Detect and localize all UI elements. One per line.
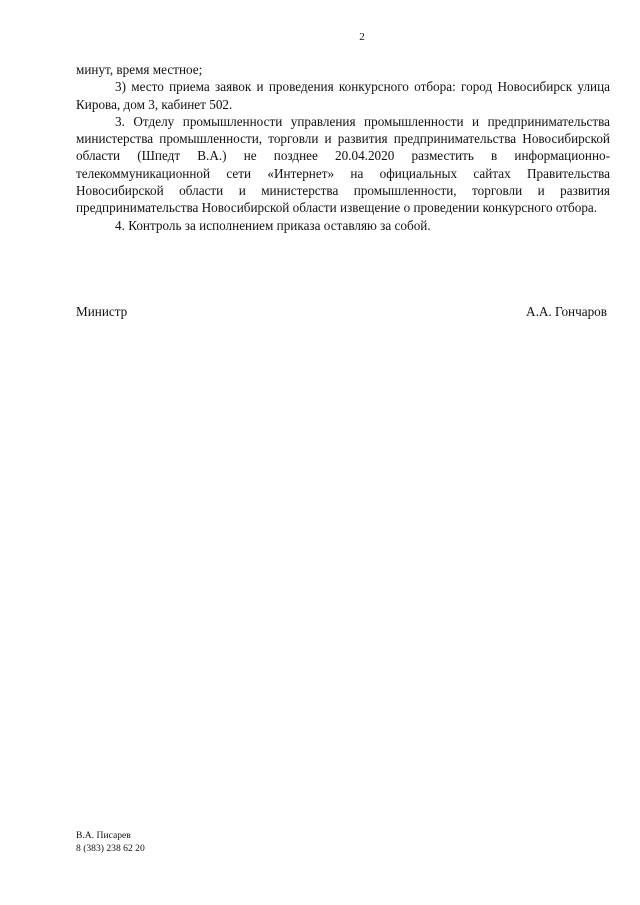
page-number: 2	[359, 31, 365, 43]
paragraph-publication-instruction: 3. Отделу промышленности управления промышленности и предпринимательства министерства промышленности, торговли и развития предпринимательства Новосибирской области (Шпедт В.А.) не позднее 20.04.2020 разместить в информационно-телекоммуникационной сети «Интернет» на официальных сайтах Правительства Новосибирской области и министерства промышленности, торговли и развития предпринимательства Новосибирской области извещение о проведении конкурсного отбора.	[76, 113, 610, 216]
signature-name: А.А. Гончаров	[526, 304, 607, 319]
executor-phone: 8 (383) 238 62 20	[76, 843, 145, 854]
executor-name: В.А. Писарев	[76, 830, 131, 841]
paragraph-time-continuation: минут, время местное;	[76, 62, 203, 77]
paragraph-control-instruction: 4. Контроль за исполнением приказа оставляю за собой.	[115, 217, 431, 233]
signature-title: Министр	[76, 304, 128, 319]
paragraph-application-place: 3) место приема заявок и проведения конкурсного отбора: город Новосибирск улица Кирова, дом 3, кабинет 502.	[76, 79, 610, 112]
document-body	[76, 61, 610, 234]
executor-footer	[76, 829, 145, 855]
